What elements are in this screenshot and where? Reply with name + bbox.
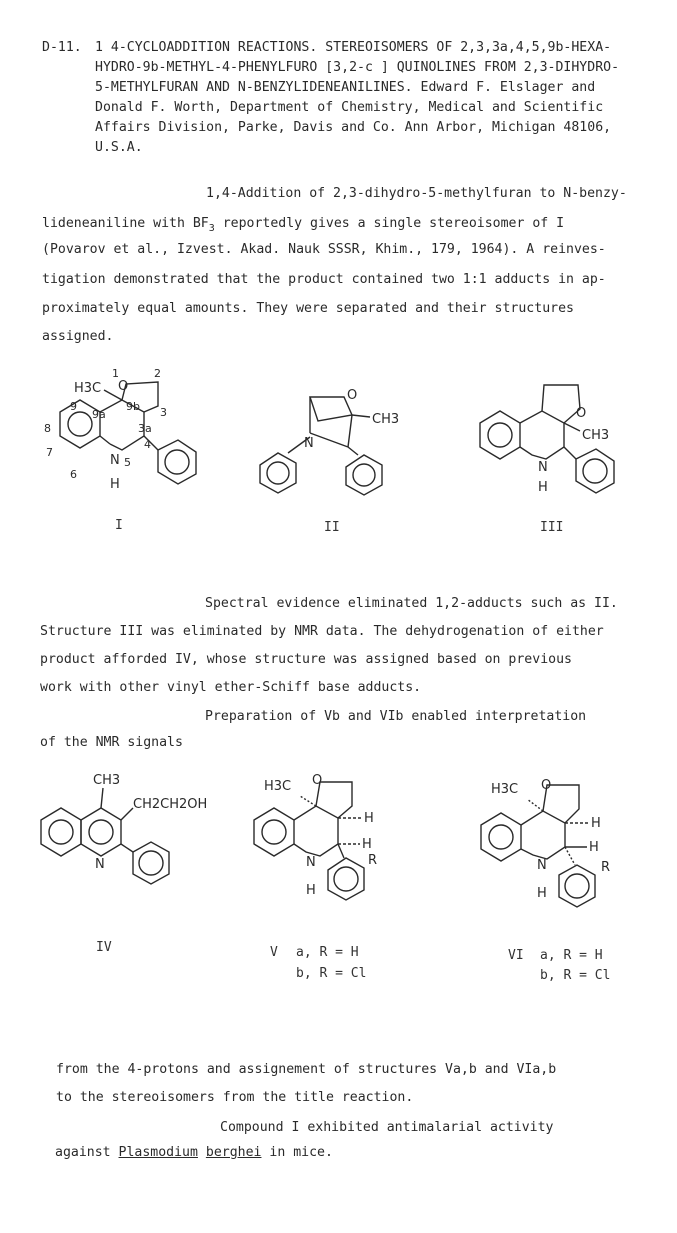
structure-V-methyl-bond xyxy=(300,796,316,806)
structure-V-benzo-ring xyxy=(254,808,294,856)
structure-I-num-7: 7 xyxy=(46,446,53,459)
structure-IV-phenyl-bond xyxy=(121,844,133,852)
structure-III-phenyl-ring xyxy=(576,449,614,493)
structure-I-h: H xyxy=(110,477,120,492)
structure-III-h: H xyxy=(538,480,548,495)
structure-VI-label: VI xyxy=(508,948,524,963)
structure-I-num-6: 6 xyxy=(70,468,77,481)
structure-VI-h2: H xyxy=(589,840,599,855)
structure-V-h2: H xyxy=(362,837,372,852)
para1-line-4: tigation demonstrated that the product contained two 1:1 adducts in ap- xyxy=(42,272,606,287)
structure-IV-ch3: CH3 xyxy=(93,773,121,788)
para2-line-3: product afforded IV, whose structure was assigned based on previous xyxy=(40,652,572,667)
structure-II-n: N xyxy=(304,436,314,451)
structure-III-n: N xyxy=(538,460,548,475)
para1-line-5: proximately equal amounts. They were separated and their structures xyxy=(42,301,574,316)
structure-VI-benzo-ring xyxy=(481,813,521,861)
structure-II-n-phenyl-circle xyxy=(267,462,289,484)
para1-line-6: assigned. xyxy=(42,329,114,344)
para2-line-6: of the NMR signals xyxy=(40,735,183,750)
title-line-3: 5-METHYLFURAN AND N-BENZYLIDENEANILINES. Edward F. Elslager and xyxy=(95,80,596,95)
structure-IV-phenyl-circle xyxy=(139,851,163,875)
structure-V-pyridine-ring xyxy=(294,806,338,856)
structure-V-h1: H xyxy=(364,811,374,826)
species-space xyxy=(198,1145,206,1160)
structure-III-ch3: CH3 xyxy=(582,428,610,443)
bf3-subscript: 3 xyxy=(208,223,215,234)
structure-VI-variant-b: b, R = Cl xyxy=(540,968,611,983)
structure-V-h3c: H3C xyxy=(264,779,292,794)
structure-I-num-1: 1 xyxy=(112,367,119,380)
structure-IV-n: N xyxy=(95,857,105,872)
structure-V-r: R xyxy=(368,853,378,868)
structure-VI-benzo-circle xyxy=(489,825,513,849)
structure-III-benzo-circle xyxy=(488,423,512,447)
structure-III-phenyl-circle xyxy=(583,459,607,483)
para2-line-5: Preparation of Vb and VIb enabled interpretation xyxy=(205,709,587,724)
structure-II-ch3: CH3 xyxy=(372,412,400,427)
structure-II-azetidine-bottom xyxy=(310,433,348,447)
structure-IV-pyridine-circle xyxy=(89,820,113,844)
structure-II-o: O xyxy=(347,388,358,403)
structure-V-variant-b: b, R = Cl xyxy=(296,966,367,981)
author-line-3: U.S.A. xyxy=(95,140,143,155)
structure-I xyxy=(40,360,215,495)
structure-II-c-phenyl-ring xyxy=(346,455,382,495)
structure-V xyxy=(248,770,418,910)
structure-III-o: O xyxy=(576,406,587,421)
structure-VI-pyridine-ring xyxy=(521,811,565,859)
structure-III-pyridine-ring xyxy=(520,411,564,459)
structure-II-oxetane xyxy=(310,397,352,421)
structure-I-label: I xyxy=(115,518,123,533)
structure-VI-phenyl-bond xyxy=(565,847,575,865)
para2-line-2: Structure III was eliminated by NMR data. The dehydrogenation of either xyxy=(40,624,604,639)
structure-IV-chain: CH2CH2OH xyxy=(133,797,208,812)
para3-line-4b: in mice. xyxy=(261,1145,333,1160)
structure-I-num-9: 9 xyxy=(70,400,77,413)
structure-II-n-phenyl-ring xyxy=(260,453,296,493)
structure-II-azetidine-right xyxy=(348,415,352,447)
structure-I-num-9a: 9a xyxy=(92,408,106,421)
structure-V-phenyl-bond xyxy=(338,844,344,858)
structure-V-benzo-circle xyxy=(262,820,286,844)
structure-III-phenyl-bond xyxy=(564,447,576,459)
species-genus: Plasmodium xyxy=(118,1145,198,1160)
para2-line-4: work with other vinyl ether-Schiff base adducts. xyxy=(40,680,422,695)
structure-V-n: N xyxy=(306,855,316,870)
structure-VI-h3c: H3C xyxy=(491,782,519,797)
structure-V-label: V xyxy=(270,945,278,960)
para1-line-2a: lideneaniline with BF xyxy=(42,216,209,231)
structure-I-n: N xyxy=(110,453,120,468)
structure-VI-variant-a: a, R = H xyxy=(540,948,603,963)
species-name: berghei xyxy=(205,1145,262,1160)
structure-VI-nh: H xyxy=(537,886,547,901)
author-line-1: Donald F. Worth, Department of Chemistry, Medical and Scientific xyxy=(95,100,604,115)
structure-I-num-3a: 3a xyxy=(138,422,152,435)
abstract-code: D-11. xyxy=(42,40,82,55)
para1-line-3: (Povarov et al., Izvest. Akad. Nauk SSSR, Khim., 179, 1964). A reinves- xyxy=(42,242,606,257)
structure-I-phenyl-circle xyxy=(165,450,189,474)
structure-V-phenyl-circle xyxy=(334,867,358,891)
structure-I-phenyl-ring xyxy=(158,440,196,484)
para1-line-1: 1,4-Addition of 2,3-dihydro-5-methylfuran to N-benzy- xyxy=(206,186,627,201)
structure-IV-chain-bond xyxy=(121,808,133,820)
structure-V-variant-a: a, R = H xyxy=(296,945,359,960)
author-line-2: Affairs Division, Parke, Davis and Co. Ann Arbor, Michigan 48106, xyxy=(95,120,612,135)
structure-III-methyl-bond xyxy=(564,423,580,431)
structure-VI-h1: H xyxy=(591,816,601,831)
structure-I-num-5: 5 xyxy=(124,456,131,469)
structure-I-o: O xyxy=(118,379,129,394)
para2-line-1: Spectral evidence eliminated 1,2-adducts such as II. xyxy=(205,596,618,611)
structure-I-num-2: 2 xyxy=(154,367,161,380)
para3-line-4 xyxy=(55,1143,333,1163)
para3-line-1: from the 4-protons and assignement of structures Va,b and VIa,b xyxy=(56,1062,557,1077)
para3-line-2: to the stereoisomers from the title reaction. xyxy=(56,1090,414,1105)
structure-II-c-phenyl-circle xyxy=(353,464,375,486)
structure-VI-n: N xyxy=(537,858,547,873)
structure-VI-o: O xyxy=(541,778,552,793)
structure-III-label: III xyxy=(540,520,564,535)
structure-III xyxy=(470,375,645,505)
structure-V-nh: H xyxy=(306,883,316,898)
structure-I-num-8: 8 xyxy=(44,422,51,435)
structure-IV-pyridine-ring xyxy=(81,808,121,856)
structure-I-num-3: 3 xyxy=(160,406,167,419)
title-line-1: 1 4-CYCLOADDITION REACTIONS. STEREOISOMERS OF 2,3,3a,4,5,9b-HEXA- xyxy=(95,40,612,55)
para3-line-4a: against xyxy=(55,1145,119,1160)
structure-III-furan-ring xyxy=(542,385,580,423)
structure-I-num-4: 4 xyxy=(144,438,151,451)
structure-I-h3c: H3C xyxy=(74,381,102,396)
structure-II-c-phenyl-bond xyxy=(348,447,358,455)
structure-IV xyxy=(35,770,235,900)
structure-V-o: O xyxy=(312,773,323,788)
structure-VI-r: R xyxy=(601,860,611,875)
structure-VI-methyl-bond xyxy=(527,799,543,811)
structure-IV-methyl-bond xyxy=(101,788,103,808)
structure-IV-benzo-circle xyxy=(49,820,73,844)
structure-IV-label: IV xyxy=(96,940,112,955)
para3-line-3: Compound I exhibited antimalarial activity xyxy=(220,1120,554,1135)
structure-III-benzo-ring xyxy=(480,411,520,459)
structure-II-methyl-bond xyxy=(352,415,370,417)
structure-IV-benzo-ring xyxy=(41,808,81,856)
title-line-2: HYDRO-9b-METHYL-4-PHENYLFURO [3,2-c ] QUINOLINES FROM 2,3-DIHYDRO- xyxy=(95,60,620,75)
para1-line-2b: reportedly gives a single stereoisomer of I xyxy=(214,216,565,231)
structure-VI xyxy=(475,775,645,915)
structure-I-bond-n-c xyxy=(100,436,110,444)
structure-VI-phenyl-circle xyxy=(565,874,589,898)
structure-I-benzo-circle xyxy=(68,412,92,436)
structure-I-num-9b: 9b xyxy=(126,400,140,413)
para1-line-2 xyxy=(42,214,564,239)
structure-II xyxy=(250,375,425,500)
structure-II-label: II xyxy=(324,520,340,535)
